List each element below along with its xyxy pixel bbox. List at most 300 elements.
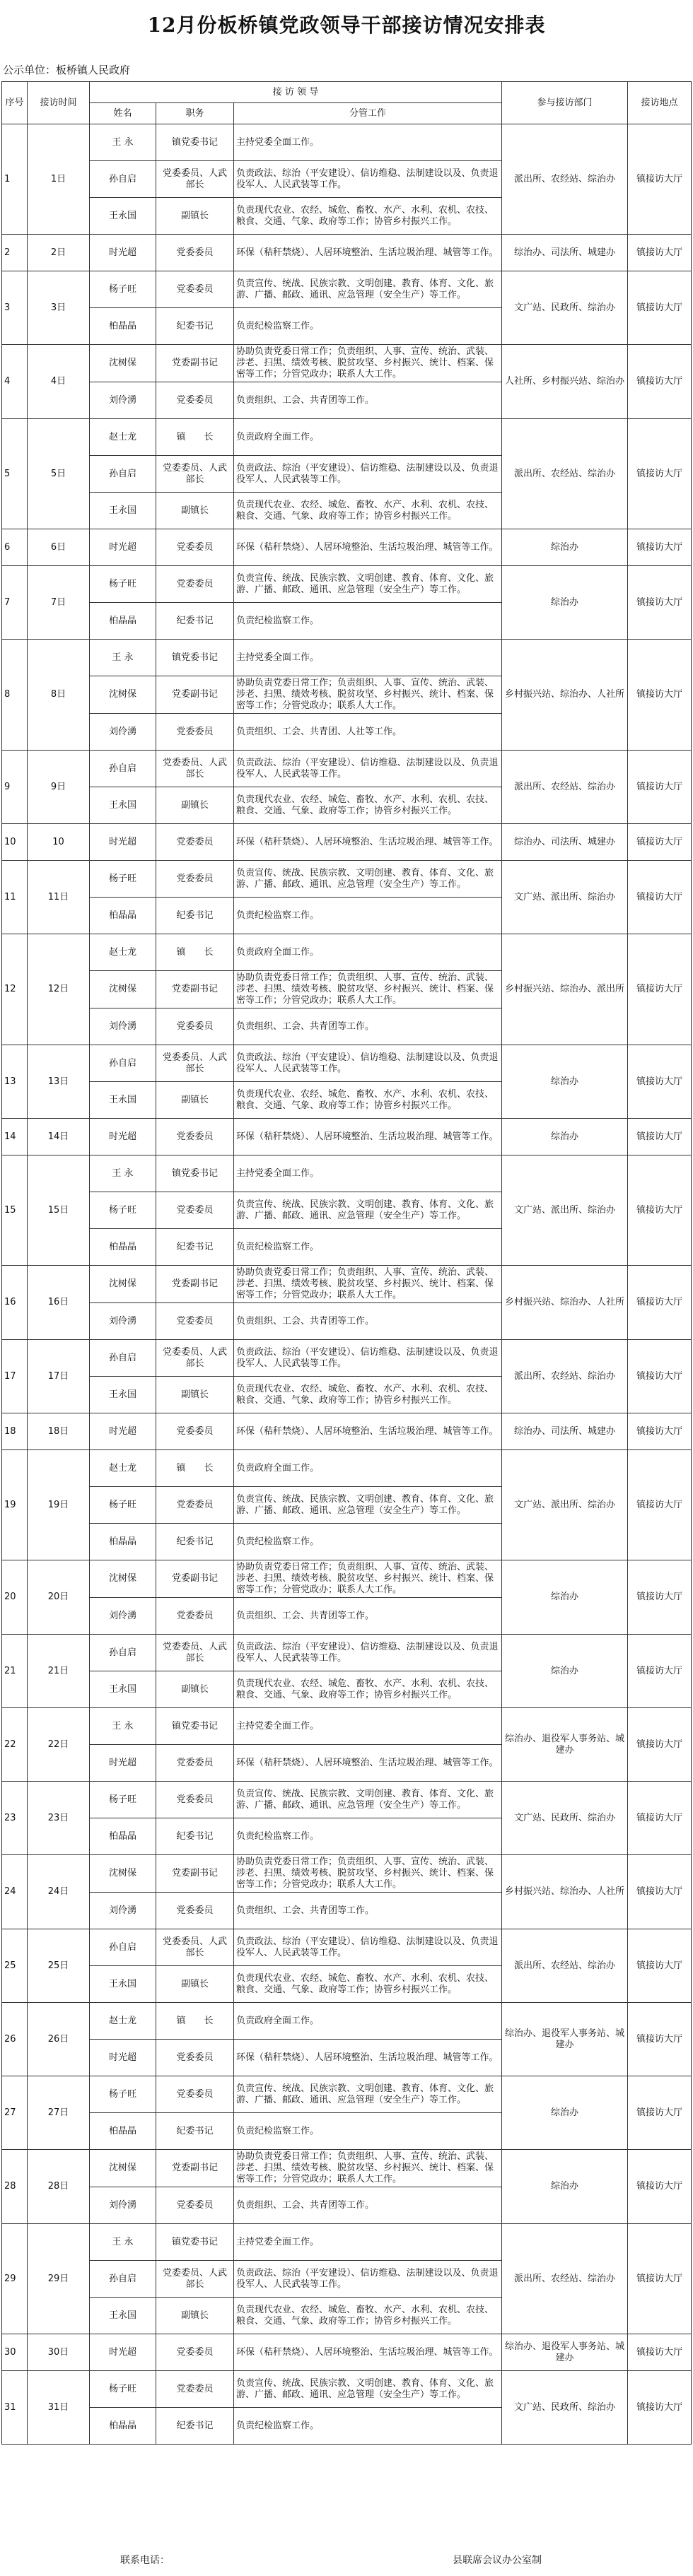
- table-row: [2, 1450, 692, 1487]
- cell-position: 镇党委书记: [156, 640, 234, 676]
- cell-position: 纪委书记: [156, 2408, 234, 2445]
- cell-seq: 8: [2, 640, 28, 751]
- cell-name: 王永国: [90, 1966, 156, 2003]
- cell-position: 党委委员: [156, 1487, 234, 1524]
- cell-location: 镇接访大厅: [628, 1045, 692, 1119]
- cell-name: 刘伶湧: [90, 1008, 156, 1045]
- cell-departments: 文广站、派出所、综治办: [502, 1155, 628, 1266]
- cell-departments: 综治办、司法所、城建办: [502, 235, 628, 271]
- table-row: [2, 2150, 692, 2187]
- table-row: [2, 1413, 692, 1450]
- cell-location: 镇接访大厅: [628, 1855, 692, 1929]
- cell-duty: 负责政府全面工作。: [234, 1450, 502, 1487]
- cell-duty: 负责组织、工会、共青团等工作。: [234, 382, 502, 419]
- cell-duty: 负责组织、工会、共青团等工作。: [234, 2187, 502, 2224]
- cell-position: 副镇长: [156, 2298, 234, 2334]
- cell-location: 镇接访大厅: [628, 271, 692, 345]
- cell-date: 29日: [28, 2224, 90, 2334]
- cell-seq: 18: [2, 1413, 28, 1450]
- cell-date: 28日: [28, 2150, 90, 2224]
- cell-seq: 25: [2, 1929, 28, 2003]
- cell-position: 党委委员: [156, 2371, 234, 2408]
- cell-position: 党委委员、人武部长: [156, 161, 234, 198]
- header-duties: 分管工作: [234, 103, 502, 124]
- cell-position: 党委委员: [156, 1303, 234, 1340]
- cell-duty: 负责纪检监察工作。: [234, 2113, 502, 2150]
- cell-duty: 环保（秸秆禁烧）、人居环境整治、生活垃圾治理、城管等工作。: [234, 529, 502, 566]
- cell-position: 党委副书记: [156, 971, 234, 1008]
- cell-duty: 协助负责党委日常工作；负责组织、人事、宣传、统治、武装、涉老、扫黑、绩效考核、脱贫攻坚、乡村振兴、统计、档案、保密等工作；分管党政办；联系人大工作。: [234, 676, 502, 714]
- cell-date: 14日: [28, 1119, 90, 1155]
- cell-name: 柏晶晶: [90, 2408, 156, 2445]
- cell-date: 30日: [28, 2334, 90, 2371]
- cell-duty: 负责政法、综治（平安建设）、信访维稳、法制建设以及、负责退役军人、人民武装等工作。: [234, 2261, 502, 2298]
- cell-departments: 乡村振兴站、综治办、人社所: [502, 1266, 628, 1340]
- cell-departments: 综治办: [502, 1635, 628, 1708]
- cell-date: 5日: [28, 419, 90, 529]
- cell-location: 镇接访大厅: [628, 1340, 692, 1413]
- cell-location: 镇接访大厅: [628, 1266, 692, 1340]
- cell-position: 党委委员: [156, 861, 234, 898]
- cell-name: 孙自启: [90, 1045, 156, 1082]
- cell-duty: 负责现代农业、农经、城危、畜牧、水产、水利、农机、农技、粮食、交通、气象、政府等工作；协管乡村振兴工作。: [234, 2298, 502, 2334]
- cell-location: 镇接访大厅: [628, 566, 692, 640]
- cell-date: 12日: [28, 934, 90, 1045]
- cell-departments: 乡村振兴站、综治办、人社所: [502, 1855, 628, 1929]
- table-row: [2, 824, 692, 861]
- cell-seq: 11: [2, 861, 28, 934]
- cell-name: 刘伶湧: [90, 1598, 156, 1635]
- publishing-unit: 公示单位：板桥镇人民政府: [3, 64, 131, 76]
- cell-seq: 29: [2, 2224, 28, 2334]
- cell-duty: 负责组织、工会、共青团等工作。: [234, 1008, 502, 1045]
- cell-duty: 负责纪检监察工作。: [234, 2408, 502, 2445]
- cell-duty: 负责政府全面工作。: [234, 2003, 502, 2040]
- cell-date: 10: [28, 824, 90, 861]
- cell-date: 9日: [28, 751, 90, 824]
- cell-duty: 环保（秸秆禁烧）、人居环境整治、生活垃圾治理、城管等工作。: [234, 1119, 502, 1155]
- cell-date: 25日: [28, 1929, 90, 2003]
- cell-duty: 负责宣传、统战、民族宗教、文明创建、教育、体育、文化、旅游、广播、邮政、通讯、应急管理（安全生产）等工作。: [234, 1487, 502, 1524]
- cell-position: 党委委员: [156, 566, 234, 603]
- cell-duty: 负责政府全面工作。: [234, 419, 502, 456]
- cell-seq: 1: [2, 124, 28, 235]
- cell-departments: 综治办、司法所、城建办: [502, 1413, 628, 1450]
- cell-name: 赵士龙: [90, 2003, 156, 2040]
- cell-position: 党委委员: [156, 714, 234, 751]
- cell-date: 31日: [28, 2371, 90, 2445]
- cell-name: 杨子旺: [90, 2076, 156, 2113]
- cell-name: 杨子旺: [90, 1782, 156, 1818]
- cell-duty: 主持党委全面工作。: [234, 1708, 502, 1745]
- table-row: [2, 2003, 692, 2040]
- cell-position: 镇 长: [156, 419, 234, 456]
- cell-duty: 负责现代农业、农经、城危、畜牧、水产、水利、农机、农技、粮食、交通、气象、政府等工作；协管乡村振兴工作。: [234, 787, 502, 824]
- cell-position: 党委委员: [156, 529, 234, 566]
- cell-departments: 综治办、退役军人事务站、城建办: [502, 2003, 628, 2076]
- cell-departments: 派出所、农经站、综治办: [502, 1340, 628, 1413]
- cell-name: 杨子旺: [90, 1192, 156, 1229]
- cell-seq: 16: [2, 1266, 28, 1340]
- cell-date: 15日: [28, 1155, 90, 1266]
- table-row: [2, 1635, 692, 1671]
- cell-position: 镇党委书记: [156, 1155, 234, 1192]
- cell-duty: 负责宣传、统战、民族宗教、文明创建、教育、体育、文化、旅游、广播、邮政、通讯、应急管理（安全生产）等工作。: [234, 1192, 502, 1229]
- cell-seq: 19: [2, 1450, 28, 1560]
- cell-date: 2日: [28, 235, 90, 271]
- cell-name: 王永国: [90, 2298, 156, 2334]
- cell-departments: 综治办、退役军人事务站、城建办: [502, 2334, 628, 2371]
- cell-location: 镇接访大厅: [628, 861, 692, 934]
- cell-position: 党委委员: [156, 2334, 234, 2371]
- cell-seq: 20: [2, 1560, 28, 1635]
- cell-seq: 30: [2, 2334, 28, 2371]
- cell-duty: 负责组织、工会、共青团等工作。: [234, 1598, 502, 1635]
- cell-seq: 15: [2, 1155, 28, 1266]
- cell-position: 纪委书记: [156, 603, 234, 640]
- cell-duty: 负责政法、综治（平安建设）、信访维稳、法制建设以及、负责退役军人、人民武装等工作。: [234, 161, 502, 198]
- cell-duty: 主持党委全面工作。: [234, 2224, 502, 2261]
- cell-position: 党委委员: [156, 382, 234, 419]
- cell-name: 刘伶湧: [90, 1303, 156, 1340]
- cell-duty: 负责宣传、统战、民族宗教、文明创建、教育、体育、文化、旅游、广播、邮政、通讯、应急管理（安全生产）等工作。: [234, 2371, 502, 2408]
- table-row: [2, 2076, 692, 2113]
- cell-seq: 5: [2, 419, 28, 529]
- cell-position: 党委副书记: [156, 1560, 234, 1598]
- cell-name: 沈树保: [90, 1855, 156, 1893]
- cell-name: 王 永: [90, 124, 156, 161]
- cell-name: 时光超: [90, 1413, 156, 1450]
- table-row: [2, 1782, 692, 1818]
- cell-seq: 12: [2, 934, 28, 1045]
- cell-location: 镇接访大厅: [628, 751, 692, 824]
- cell-name: 柏晶晶: [90, 1524, 156, 1560]
- cell-position: 党委委员、人武部长: [156, 2261, 234, 2298]
- cell-departments: 派出所、农经站、综治办: [502, 2224, 628, 2334]
- table-row: [2, 1929, 692, 1966]
- header-location: 接访地点: [628, 82, 692, 124]
- cell-location: 镇接访大厅: [628, 2003, 692, 2076]
- cell-location: 镇接访大厅: [628, 934, 692, 1045]
- cell-departments: 综治办: [502, 2076, 628, 2150]
- cell-position: 党委副书记: [156, 1855, 234, 1893]
- cell-date: 1日: [28, 124, 90, 235]
- table-row: [2, 271, 692, 308]
- cell-date: 24日: [28, 1855, 90, 1929]
- cell-duty: 协助负责党委日常工作；负责组织、人事、宣传、统治、武装、涉老、扫黑、绩效考核、脱贫攻坚、乡村振兴、统计、档案、保密等工作；分管党政办；联系人大工作。: [234, 2150, 502, 2187]
- cell-date: 19日: [28, 1450, 90, 1560]
- cell-duty: 负责政法、综治（平安建设）、信访维稳、法制建设以及、负责退役军人、人民武装等工作。: [234, 1340, 502, 1377]
- cell-date: 26日: [28, 2003, 90, 2076]
- cell-departments: 综治办: [502, 566, 628, 640]
- header-position: 职务: [156, 103, 234, 124]
- cell-position: 纪委书记: [156, 2113, 234, 2150]
- cell-location: 镇接访大厅: [628, 1119, 692, 1155]
- cell-position: 副镇长: [156, 1377, 234, 1413]
- cell-departments: 派出所、农经站、综治办: [502, 419, 628, 529]
- cell-name: 刘伶湧: [90, 1893, 156, 1929]
- cell-date: 11日: [28, 861, 90, 934]
- cell-duty: 负责宣传、统战、民族宗教、文明创建、教育、体育、文化、旅游、广播、邮政、通讯、应急管理（安全生产）等工作。: [234, 1782, 502, 1818]
- cell-position: 党委委员: [156, 1598, 234, 1635]
- cell-date: 3日: [28, 271, 90, 345]
- cell-location: 镇接访大厅: [628, 124, 692, 235]
- table-row: [2, 235, 692, 271]
- cell-position: 镇 长: [156, 934, 234, 971]
- cell-departments: 派出所、农经站、综治办: [502, 124, 628, 235]
- cell-position: 党委副书记: [156, 676, 234, 714]
- cell-seq: 28: [2, 2150, 28, 2224]
- cell-name: 刘伶湧: [90, 382, 156, 419]
- cell-duty: 主持党委全面工作。: [234, 1155, 502, 1192]
- table-row: [2, 2334, 692, 2371]
- cell-location: 镇接访大厅: [628, 2150, 692, 2224]
- cell-name: 杨子旺: [90, 271, 156, 308]
- cell-departments: 综治办: [502, 1119, 628, 1155]
- cell-name: 沈树保: [90, 676, 156, 714]
- cell-position: 副镇长: [156, 1671, 234, 1708]
- cell-position: 党委委员、人武部长: [156, 751, 234, 787]
- cell-name: 刘伶湧: [90, 714, 156, 751]
- cell-name: 王永国: [90, 1082, 156, 1119]
- cell-seq: 6: [2, 529, 28, 566]
- cell-name: 柏晶晶: [90, 308, 156, 345]
- cell-duty: 协助负责党委日常工作；负责组织、人事、宣传、统治、武装、涉老、扫黑、绩效考核、脱贫攻坚、乡村振兴、统计、档案、保密等工作；分管党政办；联系人大工作。: [234, 1855, 502, 1893]
- cell-departments: 人社所、乡村振兴站、综治办: [502, 345, 628, 419]
- table-row: [2, 1119, 692, 1155]
- cell-date: 22日: [28, 1708, 90, 1782]
- cell-duty: 负责纪检监察工作。: [234, 603, 502, 640]
- cell-departments: 综治办、退役军人事务站、城建办: [502, 1708, 628, 1782]
- cell-position: 党委委员: [156, 1192, 234, 1229]
- cell-position: 党委委员: [156, 824, 234, 861]
- cell-duty: 负责纪检监察工作。: [234, 1524, 502, 1560]
- cell-location: 镇接访大厅: [628, 2076, 692, 2150]
- cell-duty: 负责现代农业、农经、城危、畜牧、水产、水利、农机、农技、粮食、交通、气象、政府等工作；协管乡村振兴工作。: [234, 493, 502, 529]
- cell-seq: 13: [2, 1045, 28, 1119]
- table-row: [2, 419, 692, 456]
- cell-date: 23日: [28, 1782, 90, 1855]
- cell-name: 王永国: [90, 1671, 156, 1708]
- cell-position: 党委委员、人武部长: [156, 1340, 234, 1377]
- cell-position: 党委委员: [156, 1893, 234, 1929]
- cell-duty: 负责政法、综治（平安建设）、信访维稳、法制建设以及、负责退役军人、人民武装等工作。: [234, 1635, 502, 1671]
- cell-name: 孙自启: [90, 161, 156, 198]
- cell-name: 时光超: [90, 529, 156, 566]
- cell-location: 镇接访大厅: [628, 2224, 692, 2334]
- cell-departments: 文广站、民政所、综治办: [502, 1782, 628, 1855]
- cell-date: 20日: [28, 1560, 90, 1635]
- cell-position: 纪委书记: [156, 1524, 234, 1560]
- cell-duty: 协助负责党委日常工作；负责组织、人事、宣传、统治、武装、涉老、扫黑、绩效考核、脱贫攻坚、乡村振兴、统计、档案、保密等工作；分管党政办；联系人大工作。: [234, 1560, 502, 1598]
- cell-duty: 环保（秸秆禁烧）、人居环境整治、生活垃圾治理、城管等工作。: [234, 824, 502, 861]
- table-row: [2, 124, 692, 161]
- cell-position: 党委副书记: [156, 2150, 234, 2187]
- cell-duty: 主持党委全面工作。: [234, 124, 502, 161]
- cell-seq: 26: [2, 2003, 28, 2076]
- cell-departments: 文广站、民政所、综治办: [502, 2371, 628, 2445]
- cell-position: 纪委书记: [156, 1229, 234, 1266]
- cell-duty: 环保（秸秆禁烧）、人居环境整治、生活垃圾治理、城管等工作。: [234, 2040, 502, 2076]
- cell-position: 镇党委书记: [156, 2224, 234, 2261]
- schedule-table: [1, 81, 692, 2445]
- cell-duty: 负责现代农业、农经、城危、畜牧、水产、水利、农机、农技、粮食、交通、气象、政府等工作；协管乡村振兴工作。: [234, 1082, 502, 1119]
- cell-location: 镇接访大厅: [628, 1155, 692, 1266]
- table-row: [2, 2371, 692, 2408]
- cell-location: 镇接访大厅: [628, 1708, 692, 1782]
- cell-seq: 2: [2, 235, 28, 271]
- cell-name: 时光超: [90, 824, 156, 861]
- cell-seq: 3: [2, 271, 28, 345]
- cell-location: 镇接访大厅: [628, 1413, 692, 1450]
- cell-location: 镇接访大厅: [628, 1782, 692, 1855]
- cell-location: 镇接访大厅: [628, 419, 692, 529]
- cell-duty: 负责现代农业、农经、城危、畜牧、水产、水利、农机、农技、粮食、交通、气象、政府等工作；协管乡村振兴工作。: [234, 198, 502, 235]
- cell-duty: 负责纪检监察工作。: [234, 308, 502, 345]
- cell-location: 镇接访大厅: [628, 2334, 692, 2371]
- cell-duty: 负责纪检监察工作。: [234, 898, 502, 934]
- cell-position: 党委委员: [156, 271, 234, 308]
- cell-seq: 27: [2, 2076, 28, 2150]
- cell-position: 副镇长: [156, 198, 234, 235]
- cell-seq: 22: [2, 1708, 28, 1782]
- cell-date: 4日: [28, 345, 90, 419]
- cell-seq: 23: [2, 1782, 28, 1855]
- cell-name: 柏晶晶: [90, 898, 156, 934]
- cell-duty: 环保（秸秆禁烧）、人居环境整治、生活垃圾治理、城管等工作。: [234, 1413, 502, 1450]
- table-row: [2, 1708, 692, 1745]
- cell-duty: 协助负责党委日常工作；负责组织、人事、宣传、统治、武装、涉老、扫黑、绩效考核、脱贫攻坚、乡村振兴、统计、档案、保密等工作；分管党政办；联系人大工作。: [234, 345, 502, 382]
- cell-name: 时光超: [90, 1745, 156, 1782]
- footer-org: 县联席会议办公室制: [453, 2555, 542, 2566]
- table-row: [2, 2224, 692, 2261]
- cell-location: 镇接访大厅: [628, 2371, 692, 2445]
- cell-name: 王 永: [90, 2224, 156, 2261]
- cell-name: 孙自启: [90, 751, 156, 787]
- table-row: [2, 1855, 692, 1893]
- cell-name: 赵士龙: [90, 934, 156, 971]
- cell-name: 柏晶晶: [90, 1229, 156, 1266]
- cell-name: 时光超: [90, 2040, 156, 2076]
- cell-departments: 派出所、农经站、综治办: [502, 1929, 628, 2003]
- cell-location: 镇接访大厅: [628, 1929, 692, 2003]
- cell-seq: 4: [2, 345, 28, 419]
- cell-position: 副镇长: [156, 1082, 234, 1119]
- cell-departments: 综治办、司法所、城建办: [502, 824, 628, 861]
- cell-name: 沈树保: [90, 971, 156, 1008]
- cell-name: 孙自启: [90, 2261, 156, 2298]
- table-row: [2, 566, 692, 603]
- cell-seq: 7: [2, 566, 28, 640]
- cell-duty: 负责宣传、统战、民族宗教、文明创建、教育、体育、文化、旅游、广播、邮政、通讯、应急管理（安全生产）等工作。: [234, 861, 502, 898]
- table-row: [2, 1045, 692, 1082]
- cell-departments: 文广站、民政所、综治办: [502, 271, 628, 345]
- cell-seq: 31: [2, 2371, 28, 2445]
- cell-name: 沈树保: [90, 1560, 156, 1598]
- cell-departments: 综治办: [502, 529, 628, 566]
- cell-duty: 负责现代农业、农经、城危、畜牧、水产、水利、农机、农技、粮食、交通、气象、政府等工作；协管乡村振兴工作。: [234, 1377, 502, 1413]
- cell-date: 27日: [28, 2076, 90, 2150]
- cell-name: 赵士龙: [90, 1450, 156, 1487]
- cell-duty: 负责组织、工会、共青团、人社等工作。: [234, 714, 502, 751]
- cell-name: 王 永: [90, 1708, 156, 1745]
- cell-name: 赵士龙: [90, 419, 156, 456]
- cell-location: 镇接访大厅: [628, 1635, 692, 1708]
- cell-duty: 负责现代农业、农经、城危、畜牧、水产、水利、农机、农技、粮食、交通、气象、政府等工作；协管乡村振兴工作。: [234, 1671, 502, 1708]
- header-name: 姓名: [90, 103, 156, 124]
- cell-position: 镇党委书记: [156, 124, 234, 161]
- cell-duty: 环保（秸秆禁烧）、人居环境整治、生活垃圾治理、城管等工作。: [234, 2334, 502, 2371]
- cell-position: 纪委书记: [156, 1818, 234, 1855]
- cell-location: 镇接访大厅: [628, 1450, 692, 1560]
- cell-position: 党委委员: [156, 2076, 234, 2113]
- cell-name: 杨子旺: [90, 1487, 156, 1524]
- cell-name: 王永国: [90, 787, 156, 824]
- cell-date: 13日: [28, 1045, 90, 1119]
- table-row: [2, 529, 692, 566]
- cell-name: 孙自启: [90, 456, 156, 493]
- table-row: [2, 861, 692, 898]
- cell-position: 纪委书记: [156, 898, 234, 934]
- page-title: 12月份板桥镇党政领导干部接访情况安排表: [147, 13, 546, 37]
- header-leaders: 接 访 领 导: [90, 82, 502, 103]
- cell-duty: 负责纪检监察工作。: [234, 1818, 502, 1855]
- cell-location: 镇接访大厅: [628, 640, 692, 751]
- cell-departments: 综治办: [502, 2150, 628, 2224]
- cell-name: 沈树保: [90, 345, 156, 382]
- cell-duty: 负责宣传、统战、民族宗教、文明创建、教育、体育、文化、旅游、广播、邮政、通讯、应急管理（安全生产）等工作。: [234, 566, 502, 603]
- cell-departments: 综治办: [502, 1045, 628, 1119]
- cell-location: 镇接访大厅: [628, 235, 692, 271]
- header-departments: 参与接访部门: [502, 82, 628, 124]
- cell-name: 沈树保: [90, 1266, 156, 1303]
- cell-duty: 负责组织、工会、共青团等工作。: [234, 1303, 502, 1340]
- cell-position: 镇党委书记: [156, 1708, 234, 1745]
- cell-duty: 负责纪检监察工作。: [234, 1229, 502, 1266]
- cell-name: 孙自启: [90, 1340, 156, 1377]
- cell-position: 党委委员、人武部长: [156, 1929, 234, 1966]
- cell-name: 柏晶晶: [90, 1818, 156, 1855]
- cell-duty: 环保（秸秆禁烧）、人居环境整治、生活垃圾治理、城管等工作。: [234, 1745, 502, 1782]
- cell-name: 柏晶晶: [90, 603, 156, 640]
- cell-location: 镇接访大厅: [628, 1560, 692, 1635]
- table-row: [2, 1560, 692, 1598]
- cell-name: 王 永: [90, 1155, 156, 1192]
- cell-position: 副镇长: [156, 493, 234, 529]
- cell-location: 镇接访大厅: [628, 345, 692, 419]
- cell-departments: 文广站、派出所、综治办: [502, 861, 628, 934]
- cell-duty: 环保（秸秆禁烧）、人居环境整治、生活垃圾治理、城管等工作。: [234, 235, 502, 271]
- cell-position: 党委委员: [156, 1008, 234, 1045]
- cell-name: 孙自启: [90, 1635, 156, 1671]
- cell-position: 党委委员、人武部长: [156, 456, 234, 493]
- cell-date: 16日: [28, 1266, 90, 1340]
- cell-location: 镇接访大厅: [628, 824, 692, 861]
- table-row: [2, 345, 692, 382]
- cell-seq: 9: [2, 751, 28, 824]
- cell-duty: 负责政府全面工作。: [234, 934, 502, 971]
- cell-date: 8日: [28, 640, 90, 751]
- header-seq: 序号: [2, 82, 28, 124]
- cell-name: 沈树保: [90, 2150, 156, 2187]
- cell-date: 17日: [28, 1340, 90, 1413]
- cell-departments: 派出所、农经站、综治办: [502, 751, 628, 824]
- cell-duty: 负责宣传、统战、民族宗教、文明创建、教育、体育、文化、旅游、广播、邮政、通讯、应急管理（安全生产）等工作。: [234, 2076, 502, 2113]
- cell-name: 柏晶晶: [90, 2113, 156, 2150]
- cell-seq: 17: [2, 1340, 28, 1413]
- cell-name: 杨子旺: [90, 566, 156, 603]
- cell-position: 党委委员: [156, 1119, 234, 1155]
